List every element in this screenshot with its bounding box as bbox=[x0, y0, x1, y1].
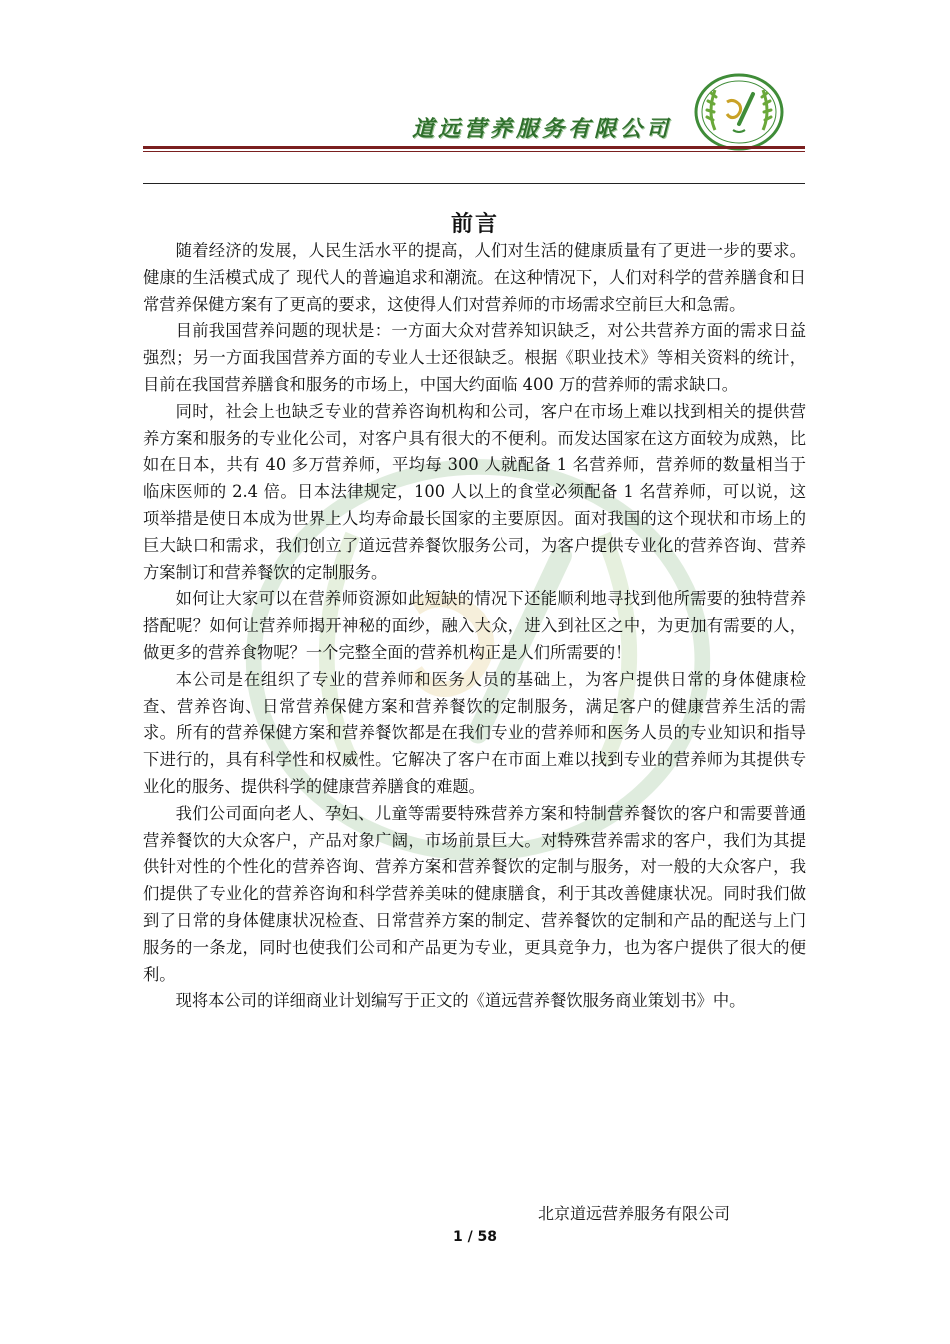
signature: 北京道远营养服务有限公司 bbox=[538, 1204, 731, 1223]
paragraph: 随着经济的发展，人民生活水平的提高，人们对生活的健康质量有了更进一步的要求。健康的生活模式成了 现代人的普遍追求和潮流。在这种情况下，人们对科学的营养膳食和日常营养保健方案有了更高的要求，这使得人们对营养师的市场需求空前巨大和急需。 bbox=[143, 241, 806, 314]
page-number: 1 / 58 bbox=[452, 1229, 498, 1245]
header-rule-thin bbox=[143, 151, 805, 152]
paragraph: 我们公司面向老人、孕妇、儿童等需要特殊营养方案和特制营养餐饮的客户和需要普通营养餐饮的大众客户，产品对象广阔，市场前景巨大。对特殊营养需求的客户，我们为其提供针对性的个性化的营养咨询、营养方案和营养餐饮的定制与服务，对一般的大众客户，我们提供了专业化的营养咨询和科学营养美味的健康膳食，利于其改善健康状况。同时我们做到了日常的身体健康状况检查、日常营养方案的制定、营养餐饮的定制和产品的配送与上门服务的一条龙，同时也使我们公司和产品更为专业，更具竞争力，也为客户提供了很大的便利。 bbox=[143, 803, 806, 984]
header-company-name: 道远营养服务有限公司 bbox=[412, 117, 673, 142]
company-logo-icon bbox=[693, 72, 785, 152]
header-rule-thick bbox=[143, 146, 805, 149]
paragraph: 同时，社会上也缺乏专业的营养咨询机构和公司，客户在市场上难以找到相关的提供营养方案和服务的专业化公司，对客户具有很大的不便利。而发达国家在这方面较为成熟，比如在日本，共有 40 多万营养师，平均每 300 人就配备 1 名营养师，营养师的数量相当于临床医师的 2.4 倍。日本法律规定，100 人以上的食堂必须配备 1 名营养师，可以说，这项举措是使日本成为世界上人均寿命最长国家的主要原因。面对我国的这个现状和市场上的巨大缺口和需求，我们创立了道远营养餐饮服务公司，为客户提供专业化的营养咨询、营养方案制订和营养餐饮的定制服务。 bbox=[143, 401, 806, 582]
body-top-rule bbox=[143, 183, 805, 184]
paragraph: 目前我国营养问题的现状是：一方面大众对营养知识缺乏，对公共营养方面的需求日益强烈；另一方面我国营养方面的专业人士还很缺乏。根据《职业技术》等相关资料的统计，目前在我国营养膳食和服务的市场上，中国大约面临 400 万的营养师的需求缺口。 bbox=[143, 321, 806, 394]
paragraph: 如何让大家可以在营养师资源如此短缺的情况下还能顺利地寻找到他所需要的独特营养搭配呢？如何让营养师揭开神秘的面纱，融入大众，进入到社区之中，为更加有需要的人，做更多的营养食物呢？一个完整全面的营养机构正是人们所需要的！ bbox=[143, 589, 806, 662]
document-body bbox=[143, 238, 806, 1015]
paragraph: 本公司是在组织了专业的营养师和医务人员的基础上，为客户提供日常的身体健康检查、营养咨询、日常营养保健方案和营养餐饮的定制服务，满足客户的健康营养生活的需求。所有的营养保健方案和营养餐饮都是在我们专业的营养师和医务人员的专业知识和指导下进行的，具有科学性和权威性。它解决了客户在市面上难以找到专业的营养师为其提供专业化的服务、提供科学的健康营养膳食的难题。 bbox=[143, 669, 806, 796]
paragraph: 现将本公司的详细商业计划编写于正文的《道远营养餐饮服务商业策划书》中。 bbox=[175, 991, 746, 1011]
document-title: 前言 bbox=[450, 212, 499, 237]
